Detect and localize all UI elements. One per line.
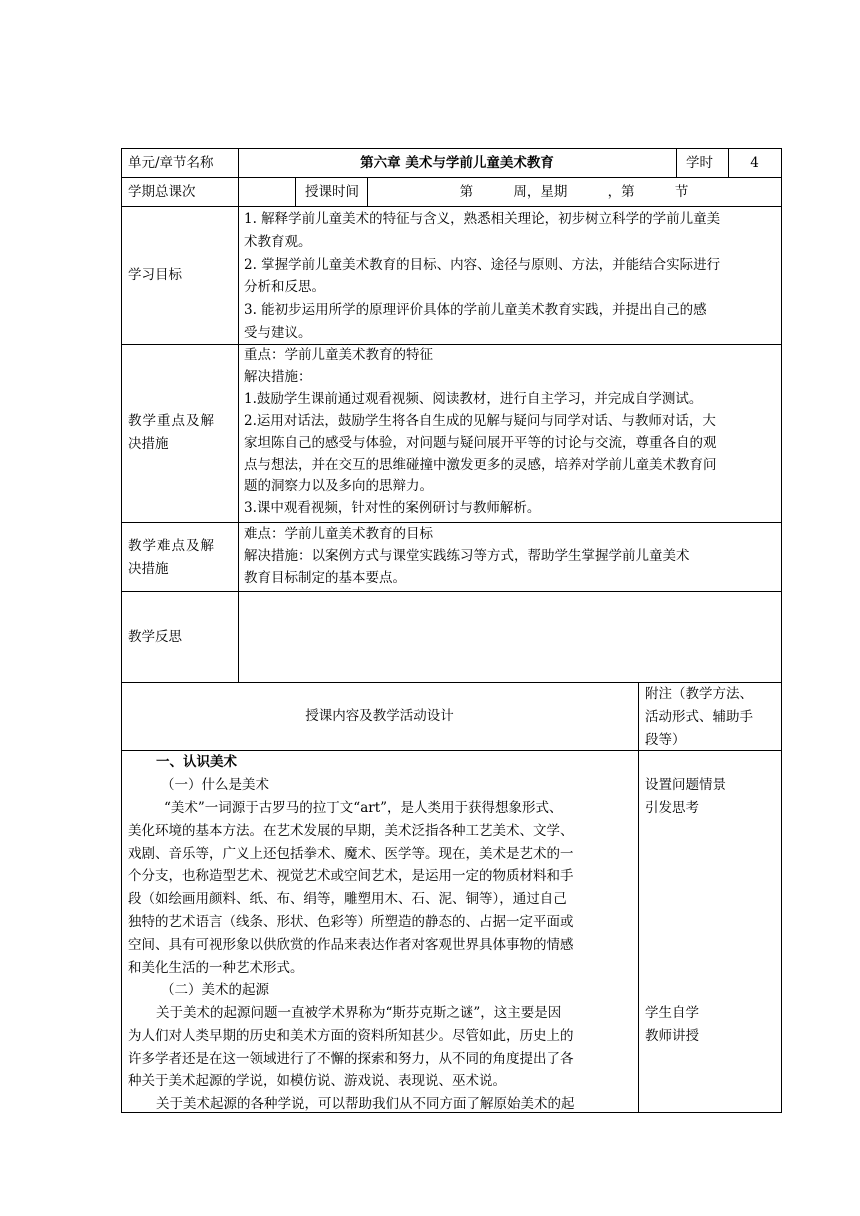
difficulties-label	[128, 535, 215, 581]
paragraph-line: 许多学者还是在这一领域进行了不懈的探索和努力，从不同的角度提出了各	[128, 1050, 574, 1067]
notes-header-line: 附注（教学方法、	[645, 686, 753, 702]
unit-label: 单元/章节名称	[128, 155, 214, 171]
time-label: 授课时间	[305, 184, 359, 200]
key-point-line: 家坦陈自己的感受与体验，对问题与疑问展开平等的讨论与交流，尊重各自的观	[244, 434, 717, 451]
note-line: 设置问题情景	[645, 777, 726, 793]
paragraph-line: 和美化生活的一种艺术形式。	[128, 959, 304, 976]
key-point-line: 点与想法，并在交互的思维碰撞中激发更多的灵感，培养对学前儿童美术教育问	[244, 456, 717, 473]
objectives-text	[244, 208, 720, 345]
paragraph-line: 为人们对人类早期的历史和美术方面的资料所知甚少。尽管如此，历史上的	[128, 1027, 574, 1044]
paragraph-line: 美化环境的基本方法。在艺术发展的早期，美术泛指各种工艺美术、文学、	[128, 822, 574, 839]
difficulties-label-line: 决措施	[128, 560, 169, 577]
notes-header	[645, 683, 753, 751]
note-line: 学生自学	[645, 1005, 699, 1021]
content-paragraph-1	[128, 797, 574, 979]
paragraph-line: 种关于美术起源的学说，如模仿说、游戏说、表现说、巫术说。	[128, 1073, 506, 1090]
key-point-line: 3.课中观看视频，针对性的案例研讨与教师解析。	[244, 500, 541, 517]
note-line: 教师讲授	[645, 1027, 699, 1044]
paragraph-line: 戏剧、音乐等，广义上还包括拳术、魔术、医学等。现在，美术是艺术的一	[128, 845, 574, 862]
key-points-label-line: 教学重点及解	[128, 413, 215, 429]
objectives-label: 学习目标	[128, 267, 182, 283]
note-block-2	[645, 1002, 699, 1048]
key-points-label-line: 决措施	[128, 435, 169, 452]
notes-header-line: 活动形式、辅助手	[645, 708, 753, 725]
paragraph-line: 关于美术的起源问题一直被学术界称为“斯芬克斯之谜”，这主要是因	[156, 1005, 562, 1021]
key-point-line: 2.运用对话法，鼓励学生将各自生成的见解与疑问与同学对话、与教师对话，大	[244, 412, 716, 429]
hours-label: 学时	[686, 155, 713, 171]
key-points-label	[128, 410, 215, 456]
key-point-line: 重点：学前儿童美术教育的特征	[244, 347, 433, 363]
objective-line: 3. 能初步运用所学的原理评价具体的学前儿童美术教育实践，并提出自己的感	[244, 302, 707, 319]
hours-value: 4	[750, 155, 759, 171]
section-heading: 一、认识美术	[156, 754, 237, 770]
difficulty-line: 难点：学前儿童美术教育的目标	[244, 526, 433, 542]
paragraph-line: 段（如绘画用颜料、纸、布、绢等，雕塑用木、石、泥、铜等），通过自己	[128, 891, 567, 908]
subsection-heading: （一）什么是美术	[161, 777, 269, 793]
content-paragraph-2	[128, 1002, 575, 1116]
key-point-line: 题的洞察力以及多向的思辩力。	[244, 478, 433, 495]
subsection-heading: （二）美术的起源	[161, 982, 269, 998]
key-point-line: 1.鼓励学生课前通过观看视频、阅读教材，进行自主学习，并完成自学测试。	[244, 390, 703, 407]
objective-line: 受与建议。	[244, 324, 312, 341]
semester-label: 学期总课次	[128, 184, 196, 200]
objective-line: 2. 掌握学前儿童美术教育的目标、内容、途径与原则、方法，并能结合实际进行	[244, 256, 721, 273]
content-header-title: 授课内容及教学活动设计	[305, 708, 454, 724]
note-block-1	[645, 774, 726, 820]
key-points-text	[244, 345, 717, 520]
note-line: 引发思考	[645, 799, 699, 816]
key-point-line: 解决措施：	[244, 368, 312, 385]
difficulty-line: 解决措施：以案例方式与课堂实践练习等方式，帮助学生掌握学前儿童美术	[244, 548, 690, 564]
objective-line: 1. 解释学前儿童美术的特征与含义，熟悉相关理论，初步树立科学的学前儿童美	[244, 211, 721, 227]
paragraph-line: “美术”一词源于古罗马的拉丁文“art”，是人类用于获得想象形式、	[164, 800, 563, 816]
objective-line: 术教育观。	[244, 233, 312, 250]
reflection-label: 教学反思	[128, 629, 182, 645]
paragraph-line: 个分支，也称造型艺术、视觉艺术或空间艺术，是运用一定的物质材料和手	[128, 868, 574, 885]
time-value: 第 周，星期 ，第 节	[459, 184, 689, 200]
paragraph-line: 独特的艺术语言（线条、形状、色彩等）所塑造的静态的、占据一定平面或	[128, 913, 574, 930]
paragraph-line: 空间、具有可视形象以供欣赏的作品来表达作者对客观世界具体事物的情感	[128, 936, 574, 953]
unit-title: 第六章 美术与学前儿童美术教育	[360, 155, 554, 171]
paragraph-line: 关于美术起源的各种学说，可以帮助我们从不同方面了解原始美术的起	[156, 1096, 575, 1113]
reflection-cell[interactable]	[239, 592, 781, 682]
objective-line: 分析和反思。	[244, 279, 325, 296]
difficulty-line: 教育目标制定的基本要点。	[244, 570, 406, 586]
difficulties-label-line: 教学难点及解	[128, 538, 215, 554]
notes-header-line: 段等）	[645, 731, 686, 748]
difficulties-text	[244, 523, 690, 589]
